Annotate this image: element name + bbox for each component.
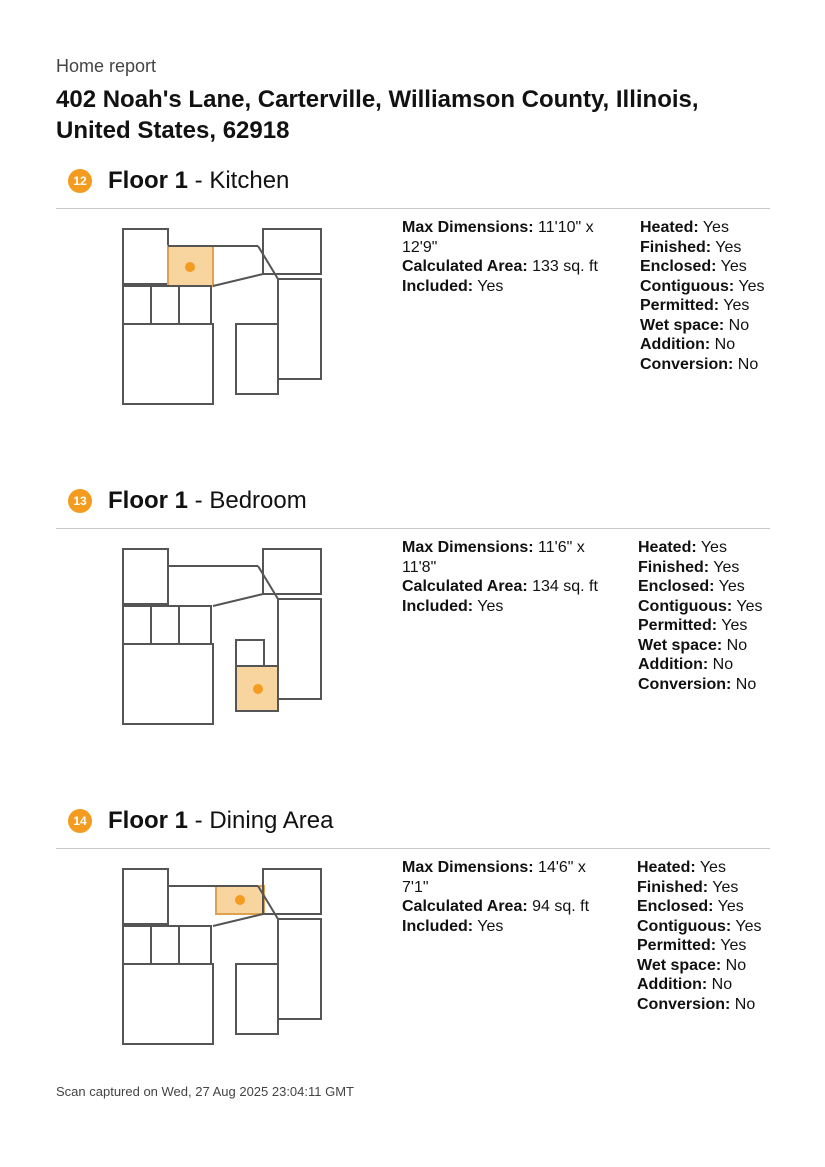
section-heading: [68, 486, 307, 516]
permitted-row: [637, 936, 762, 956]
addition-value: No: [711, 976, 733, 993]
heated-value: Yes: [699, 859, 726, 876]
floor-label: Floor 1: [108, 807, 189, 834]
addition-row: [637, 975, 762, 995]
finished-value: Yes: [712, 878, 739, 896]
room-number-badge: 14: [68, 809, 92, 833]
contiguous-value: Yes: [738, 277, 765, 295]
addition-row: [640, 335, 765, 355]
heated-label: Heated:: [638, 539, 697, 556]
title-separator: -: [188, 487, 210, 514]
attributes-column: [637, 858, 762, 1014]
wet-space-row: [637, 956, 762, 976]
calculated-area-row: [402, 577, 607, 597]
permitted-label: Permitted:: [637, 937, 717, 954]
contiguous-label: Contiguous:: [638, 597, 733, 615]
dimensions-column: [402, 538, 607, 616]
calculated-area-value: 133 sq. ft: [532, 258, 598, 275]
title-separator: -: [188, 167, 210, 194]
conversion-value: No: [734, 995, 756, 1013]
contiguous-value: Yes: [736, 597, 763, 615]
max-dimensions-label: Max Dimensions:: [402, 859, 534, 876]
wet-space-value: No: [728, 316, 750, 334]
floor-label: Floor 1: [108, 167, 189, 194]
finished-label: Finished:: [640, 238, 712, 256]
included-label: Included:: [402, 277, 474, 295]
page-title: 402 Noah's Lane, Carterville, Williamson County, Illinois, United States, 62918: [56, 86, 699, 144]
attributes-column: [640, 218, 765, 374]
heated-row: [640, 218, 765, 238]
permitted-value: Yes: [720, 937, 747, 954]
max-dimensions-row: [402, 858, 607, 897]
finished-row: [637, 878, 762, 898]
permitted-label: Permitted:: [640, 297, 720, 314]
contiguous-row: [638, 597, 763, 617]
enclosed-row: [638, 577, 763, 597]
floor-label: Floor 1: [108, 487, 189, 514]
included-row: [402, 597, 607, 617]
calculated-area-label: Calculated Area:: [402, 898, 528, 915]
wet-space-row: [640, 316, 765, 336]
calculated-area-row: [402, 897, 607, 917]
enclosed-label: Enclosed:: [637, 898, 714, 915]
enclosed-label: Enclosed:: [640, 258, 717, 275]
section-divider: [56, 848, 770, 849]
enclosed-value: Yes: [718, 578, 745, 595]
permitted-value: Yes: [723, 297, 750, 314]
room-section-kitchen: [0, 166, 825, 466]
included-row: [402, 277, 607, 297]
calculated-area-label: Calculated Area:: [402, 258, 528, 275]
addition-label: Addition:: [637, 976, 708, 993]
conversion-row: [640, 355, 765, 375]
wet-space-label: Wet space:: [638, 636, 723, 654]
conversion-label: Conversion:: [637, 995, 731, 1013]
max-dimensions-label: Max Dimensions:: [402, 539, 534, 556]
wet-space-label: Wet space:: [637, 956, 722, 974]
addition-label: Addition:: [638, 656, 709, 673]
enclosed-value: Yes: [717, 898, 744, 915]
included-label: Included:: [402, 917, 474, 935]
max-dimensions-row: [402, 538, 607, 577]
included-label: Included:: [402, 597, 474, 615]
section-divider: [56, 528, 770, 529]
contiguous-value: Yes: [735, 917, 762, 935]
heated-value: Yes: [700, 539, 727, 556]
contiguous-label: Contiguous:: [640, 277, 735, 295]
addition-value: No: [714, 336, 736, 353]
finished-label: Finished:: [638, 558, 710, 576]
wet-space-label: Wet space:: [640, 316, 725, 334]
contiguous-row: [637, 917, 762, 937]
room-name: Bedroom: [209, 487, 307, 514]
section-title: [108, 167, 289, 195]
heated-row: [638, 538, 763, 558]
room-section-dining-area: [0, 806, 825, 1106]
dimensions-column: [402, 858, 607, 936]
floor-plan-image: [118, 864, 328, 1049]
max-dimensions-row: [402, 218, 607, 257]
section-heading: [68, 806, 333, 836]
enclosed-row: [637, 897, 762, 917]
calculated-area-value: 134 sq. ft: [532, 578, 598, 595]
section-heading: [68, 166, 289, 196]
permitted-value: Yes: [721, 617, 748, 634]
finished-value: Yes: [713, 558, 740, 576]
room-name: Kitchen: [209, 167, 290, 194]
max-dimensions-value: 14'6" x 7'1": [402, 859, 586, 896]
conversion-row: [637, 995, 762, 1015]
enclosed-label: Enclosed:: [638, 578, 715, 595]
included-value: Yes: [477, 597, 504, 615]
dimensions-column: [402, 218, 607, 296]
max-dimensions-value: 11'10" x 12'9": [402, 219, 594, 256]
enclosed-row: [640, 257, 765, 277]
conversion-value: No: [737, 355, 759, 373]
conversion-label: Conversion:: [638, 675, 732, 693]
room-number-badge: 13: [68, 489, 92, 513]
room-name: Dining Area: [209, 807, 334, 834]
addition-label: Addition:: [640, 336, 711, 353]
calculated-area-label: Calculated Area:: [402, 578, 528, 595]
heated-value: Yes: [702, 219, 729, 236]
heated-row: [637, 858, 762, 878]
wet-space-value: No: [726, 636, 748, 654]
included-value: Yes: [477, 277, 504, 295]
room-section-bedroom: [0, 486, 825, 786]
attributes-column: [638, 538, 763, 694]
calculated-area-value: 94 sq. ft: [532, 898, 590, 915]
finished-row: [640, 238, 765, 258]
section-divider: [56, 208, 770, 209]
scan-footer: Scan captured on Wed, 27 Aug 2025 23:04:11 GMT: [56, 1084, 354, 1099]
contiguous-label: Contiguous:: [637, 917, 732, 935]
permitted-row: [640, 296, 765, 316]
addition-value: No: [712, 656, 734, 673]
room-number-badge: 12: [68, 169, 92, 193]
wet-space-row: [638, 636, 763, 656]
permitted-label: Permitted:: [638, 617, 718, 634]
max-dimensions-value: 11'6" x 11'8": [402, 539, 585, 576]
section-title: [108, 807, 333, 835]
finished-label: Finished:: [637, 878, 709, 896]
finished-value: Yes: [715, 238, 742, 256]
max-dimensions-label: Max Dimensions:: [402, 219, 534, 236]
permitted-row: [638, 616, 763, 636]
included-row: [402, 917, 607, 937]
heated-label: Heated:: [637, 859, 696, 876]
addition-row: [638, 655, 763, 675]
calculated-area-row: [402, 257, 607, 277]
heated-label: Heated:: [640, 219, 699, 236]
floor-plan-image: [118, 224, 328, 409]
included-value: Yes: [477, 917, 504, 935]
title-separator: -: [188, 807, 210, 834]
conversion-value: No: [735, 675, 757, 693]
conversion-row: [638, 675, 763, 695]
conversion-label: Conversion:: [640, 355, 734, 373]
section-title: [108, 487, 307, 515]
wet-space-value: No: [725, 956, 747, 974]
finished-row: [638, 558, 763, 578]
floor-plan-image: [118, 544, 328, 729]
enclosed-value: Yes: [720, 258, 747, 275]
contiguous-row: [640, 277, 765, 297]
page-eyebrow: Home report: [56, 56, 157, 76]
